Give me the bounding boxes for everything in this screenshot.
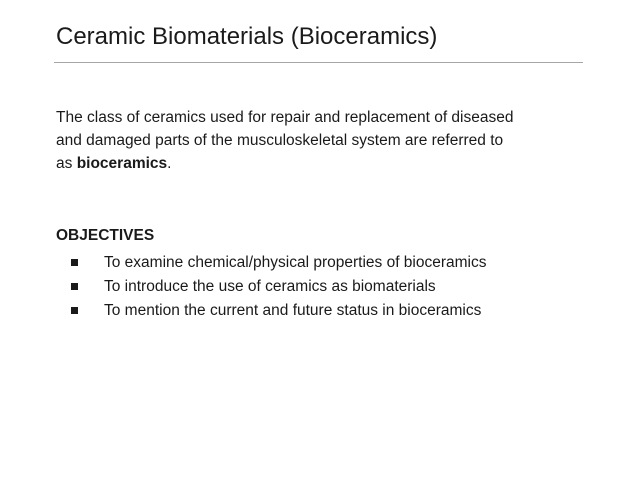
intro-line-2: and damaged parts of the musculoskeletal system are referred to (56, 132, 504, 149)
intro-line-3-suffix: . (167, 155, 172, 172)
square-bullet-icon (71, 307, 78, 314)
slide-title: Ceramic Biomaterials (Bioceramics) (56, 23, 438, 50)
square-bullet-icon (71, 259, 78, 266)
objective-text: To mention the current and future status in bioceramics (104, 302, 482, 319)
title-divider (54, 62, 583, 63)
objective-text: To introduce the use of ceramics as biomaterials (104, 278, 436, 295)
intro-bold-term: bioceramics (76, 155, 168, 172)
intro-line-3-prefix: as (56, 155, 77, 172)
square-bullet-icon (71, 283, 78, 290)
intro-line-3 (56, 152, 596, 175)
objectives-heading: OBJECTIVES (56, 227, 155, 244)
objective-text: To examine chemical/physical properties of bioceramics (104, 254, 487, 271)
intro-line-1: The class of ceramics used for repair and replacement of diseased (56, 109, 514, 126)
intro-paragraph (56, 106, 596, 175)
